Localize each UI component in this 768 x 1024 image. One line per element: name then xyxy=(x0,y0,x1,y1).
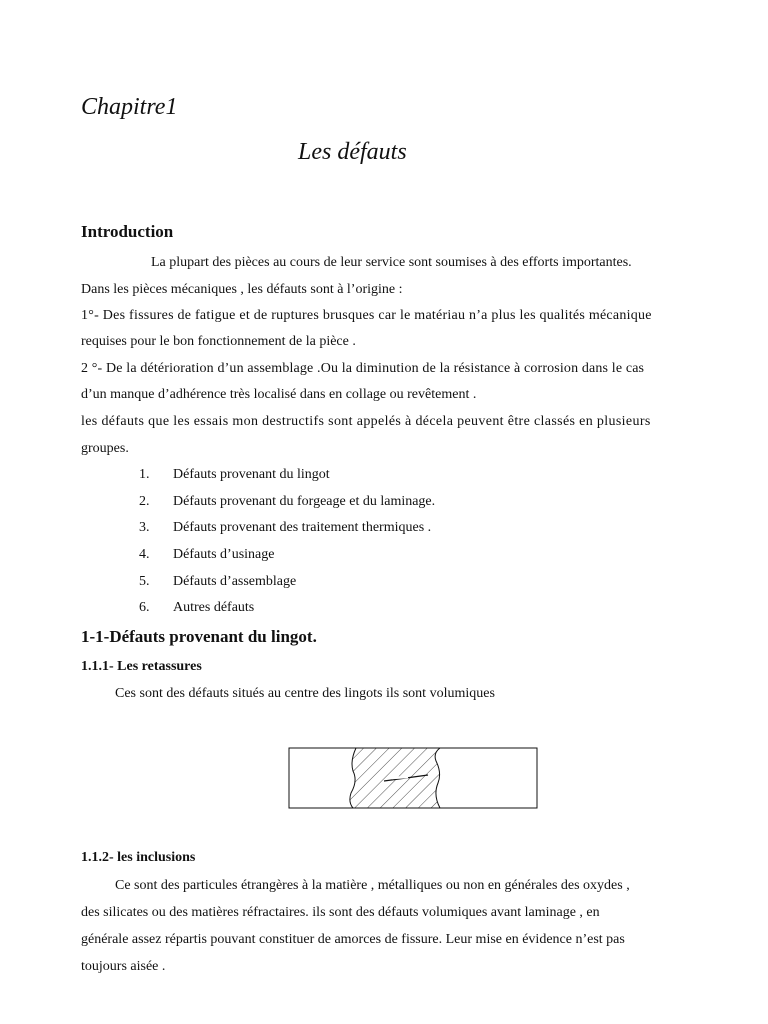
retassures-text: Ces sont des défauts situés au centre des lingots ils sont volumiques xyxy=(115,686,495,701)
intro-line-7: les défauts que les essais mon destructifs sont appelés à décela peuvent être classés en plusieurs xyxy=(81,414,651,429)
list-item: Défauts provenant des traitement thermiques . xyxy=(173,520,432,535)
inclusions-line-4: toujours aisée . xyxy=(81,959,166,974)
section-heading-lingot: 1-1-Défauts provenant du lingot. xyxy=(81,627,317,646)
list-item: Défauts d’usinage xyxy=(173,547,275,562)
list-item-number: 5. xyxy=(139,574,150,589)
list-item: Défauts provenant du lingot xyxy=(173,467,330,482)
subsection-heading-inclusions: 1.1.2- les inclusions xyxy=(81,850,196,865)
cavity-crack xyxy=(392,777,408,778)
intro-line-3: 1°- Des fissures de fatigue et de ruptures brusques car le matériau n’a plus les qualités mécanique xyxy=(81,308,652,323)
list-item: Autres défauts xyxy=(173,600,255,615)
inclusions-line-3: générale assez répartis pouvant constituer de amorces de fissure. Leur mise en évidence n’est pas xyxy=(81,932,625,947)
intro-line-5: 2 °- De la détérioration d’un assemblage .Ou la diminution de la résistance à corrosion dans le cas xyxy=(81,361,645,376)
subsection-heading-retassures: 1.1.1- Les retassures xyxy=(81,659,202,674)
list-item-number: 3. xyxy=(139,520,150,535)
intro-line-1: La plupart des pièces au cours de leur service sont soumises à des efforts importantes. xyxy=(151,255,632,270)
list-item: Défauts d’assemblage xyxy=(173,574,297,589)
intro-line-2: Dans les pièces mécaniques , les défauts sont à l’origine : xyxy=(81,282,403,297)
list-item-number: 1. xyxy=(139,467,150,482)
intro-line-4: requises pour le bon fonctionnement de la pièce . xyxy=(81,334,356,349)
intro-line-6: d’un manque d’adhérence très localisé dans en collage ou revêtement . xyxy=(81,387,477,402)
list-item-number: 6. xyxy=(139,600,150,615)
list-item: Défauts provenant du forgeage et du laminage. xyxy=(173,494,436,509)
ingot-diagram xyxy=(288,747,540,811)
chapter-label: Chapitre1 xyxy=(81,94,178,120)
page-title: Les défauts xyxy=(298,139,407,165)
inclusions-line-2: des silicates ou des matières réfractaires. ils sont des défauts volumiques avant laminage , en xyxy=(81,905,600,920)
list-item-number: 4. xyxy=(139,547,150,562)
list-item-number: 2. xyxy=(139,494,150,509)
intro-heading: Introduction xyxy=(81,222,174,241)
intro-line-8: groupes. xyxy=(81,441,129,456)
inclusions-line-1: Ce sont des particules étrangères à la matière , métalliques ou non en générales des oxydes , xyxy=(115,878,630,893)
